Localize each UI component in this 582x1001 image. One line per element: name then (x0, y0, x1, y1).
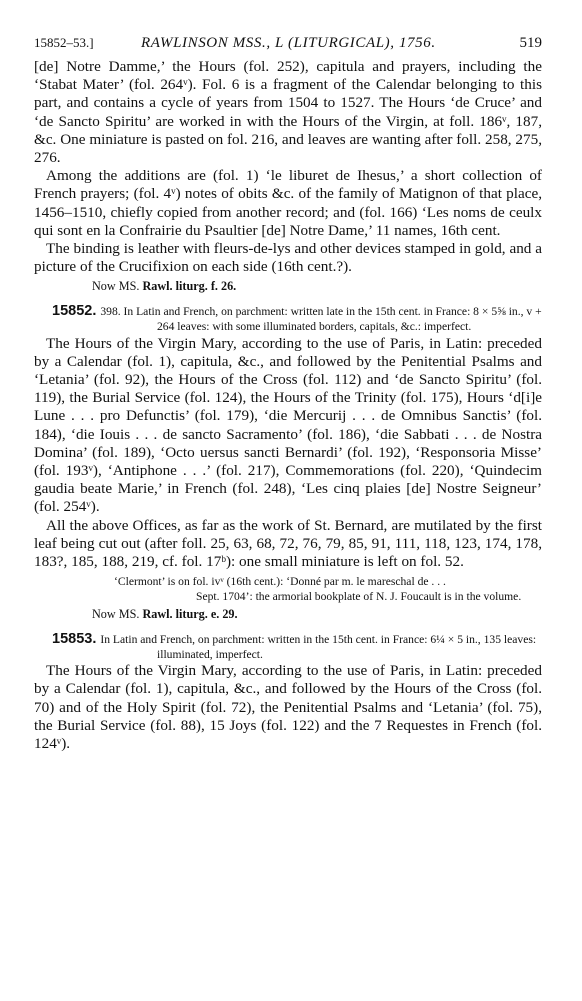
paragraph-binding: The binding is leather with fleurs-de-lys and other devices stamped in gold, and a picture of the Crucifixion on each side (16th cent.?). (34, 240, 542, 276)
note-line-1: ‘Clermont’ is on fol. ivᵛ (16th cent.): ‘Donné par m. le mareschal de . . . (114, 575, 446, 589)
paragraph-hours-15853: The Hours of the Virgin Mary, according to the use of Paris, in Latin: preceded by a Calendar (fol. 1), capitula, &c., and followed by the Hours of the Cross (fol. 70) and of the Holy Spirit (fol. 72), the Penitential Psalms and ‘Letania’ (fol. 75), the Burial Service (fol. 88), 15 Joys (fol. 122) and the 7 Requestes in French (fol. 124ᵛ). (34, 662, 542, 753)
shelfmark-2 (92, 607, 542, 622)
entry-description: In Latin and French, on parchment: written in the 15th cent. in France: 6¼ × 5 in., 135 leaves: illuminated, imperfect. (100, 633, 537, 661)
entry-number: 15852. (52, 303, 97, 320)
shelfmark-prefix: Now MS. (92, 607, 143, 622)
note-line-2: Sept. 1704’: the armorial bookplate of N. J. Foucault is in the volume. (196, 589, 522, 603)
provenance-note (114, 575, 542, 604)
header-title: RAWLINSON MSS., L (LITURGICAL), 1756. (141, 35, 436, 51)
paragraph-continuation: [de] Notre Damme,’ the Hours (fol. 252), capitula and prayers, including the ‘Stabat Mater’ (fol. 264ᵛ). Fol. 6 is a fragment of the Calendar belonging to this part, and contains a cycle of years from 1504 to 1527. The Hours ‘de Cruce’ and ‘de Sancto Spiritu’ are worked in with the Hours of the Virgin, at foll. 186ᵛ, 187, &c. One miniature is pasted on fol. 216, and leaves are wanting after foll. 258, 275, 276. (34, 58, 542, 167)
paragraph-mutilation: All the above Offices, as far as the work of St. Bernard, are mutilated by the first leaf being cut out (after foll. 25, 63, 68, 72, 76, 79, 85, 91, 111, 118, 123, 174, 178, 183?, 185, 188, 219, cf. fol. 17ᵇ): one small miniature is left on fol. 52. (34, 516, 542, 571)
shelfmark-value: Rawl. liturg. f. 26. (142, 279, 237, 294)
running-header (34, 35, 542, 55)
entry-description: 398. In Latin and French, on parchment: written late in the 15th cent. in France: 8 × 5⅝ in., v + 264 leaves: with some illuminated borders, capitals, &c.: imperfect. (100, 305, 542, 334)
shelfmark-1 (92, 279, 542, 294)
shelfmark-prefix: Now MS. (92, 279, 143, 294)
entry-number: 15853. (52, 631, 97, 648)
page-body (34, 58, 542, 753)
paragraph-hours-15852: The Hours of the Virgin Mary, according to the use of Paris, in Latin: preceded by a Calendar (fol. 1), capitula, &c., and followed by the Penitential Psalms and ‘Letania’ (fol. 92), the Hours of the Cross (fol. 112) and ‘de Sancto Spiritu’ (fol. 119), the Burial Service (fol. 124), the Hours of the Trinity (fol. 175), Hours ‘d[i]e Lune . . . pro Defunctis’ (fol. 179), ‘die Mercurij . . . de Omnibus Sanctis’ (fol. 184), ‘die Iouis . . . de sancto Sacramento’ (fol. 186), ‘die Sabbati . . . de Nostra Domina’ (fol. 189), ‘Octo uersus sancti Bernardi’ (fol. 192), ‘Responsoria Misse’ (fol. 193ᵛ), ‘Antiphone . . .’ (fol. 217), Commemorations (fol. 220), ‘Quindecim gaudia beate Marie,’ in French (fol. 248), ‘Les cinq plaies [de] Nostre Seigneur’ (fol. 254ᵛ). (34, 334, 542, 516)
page-number: 519 (519, 35, 542, 51)
header-range: 15852–53.] (34, 35, 94, 50)
paragraph-additions: Among the additions are (fol. 1) ‘le liburet de Ihesus,’ a short collection of French prayers; (fol. 4ᵛ) notes of obits &c. of the family of Matignon of that place, 1456–1510, chiefly copied from another record; and (fol. 166) ‘Les noms de ceulx qui sont en la Confrairie du Psaultier [de] Notre Dame,’ 11 names, 16th cent. (34, 167, 542, 239)
entry-heading-15852 (34, 304, 542, 334)
shelfmark-value: Rawl. liturg. e. 29. (142, 607, 238, 622)
entry-heading-15853 (34, 632, 542, 662)
